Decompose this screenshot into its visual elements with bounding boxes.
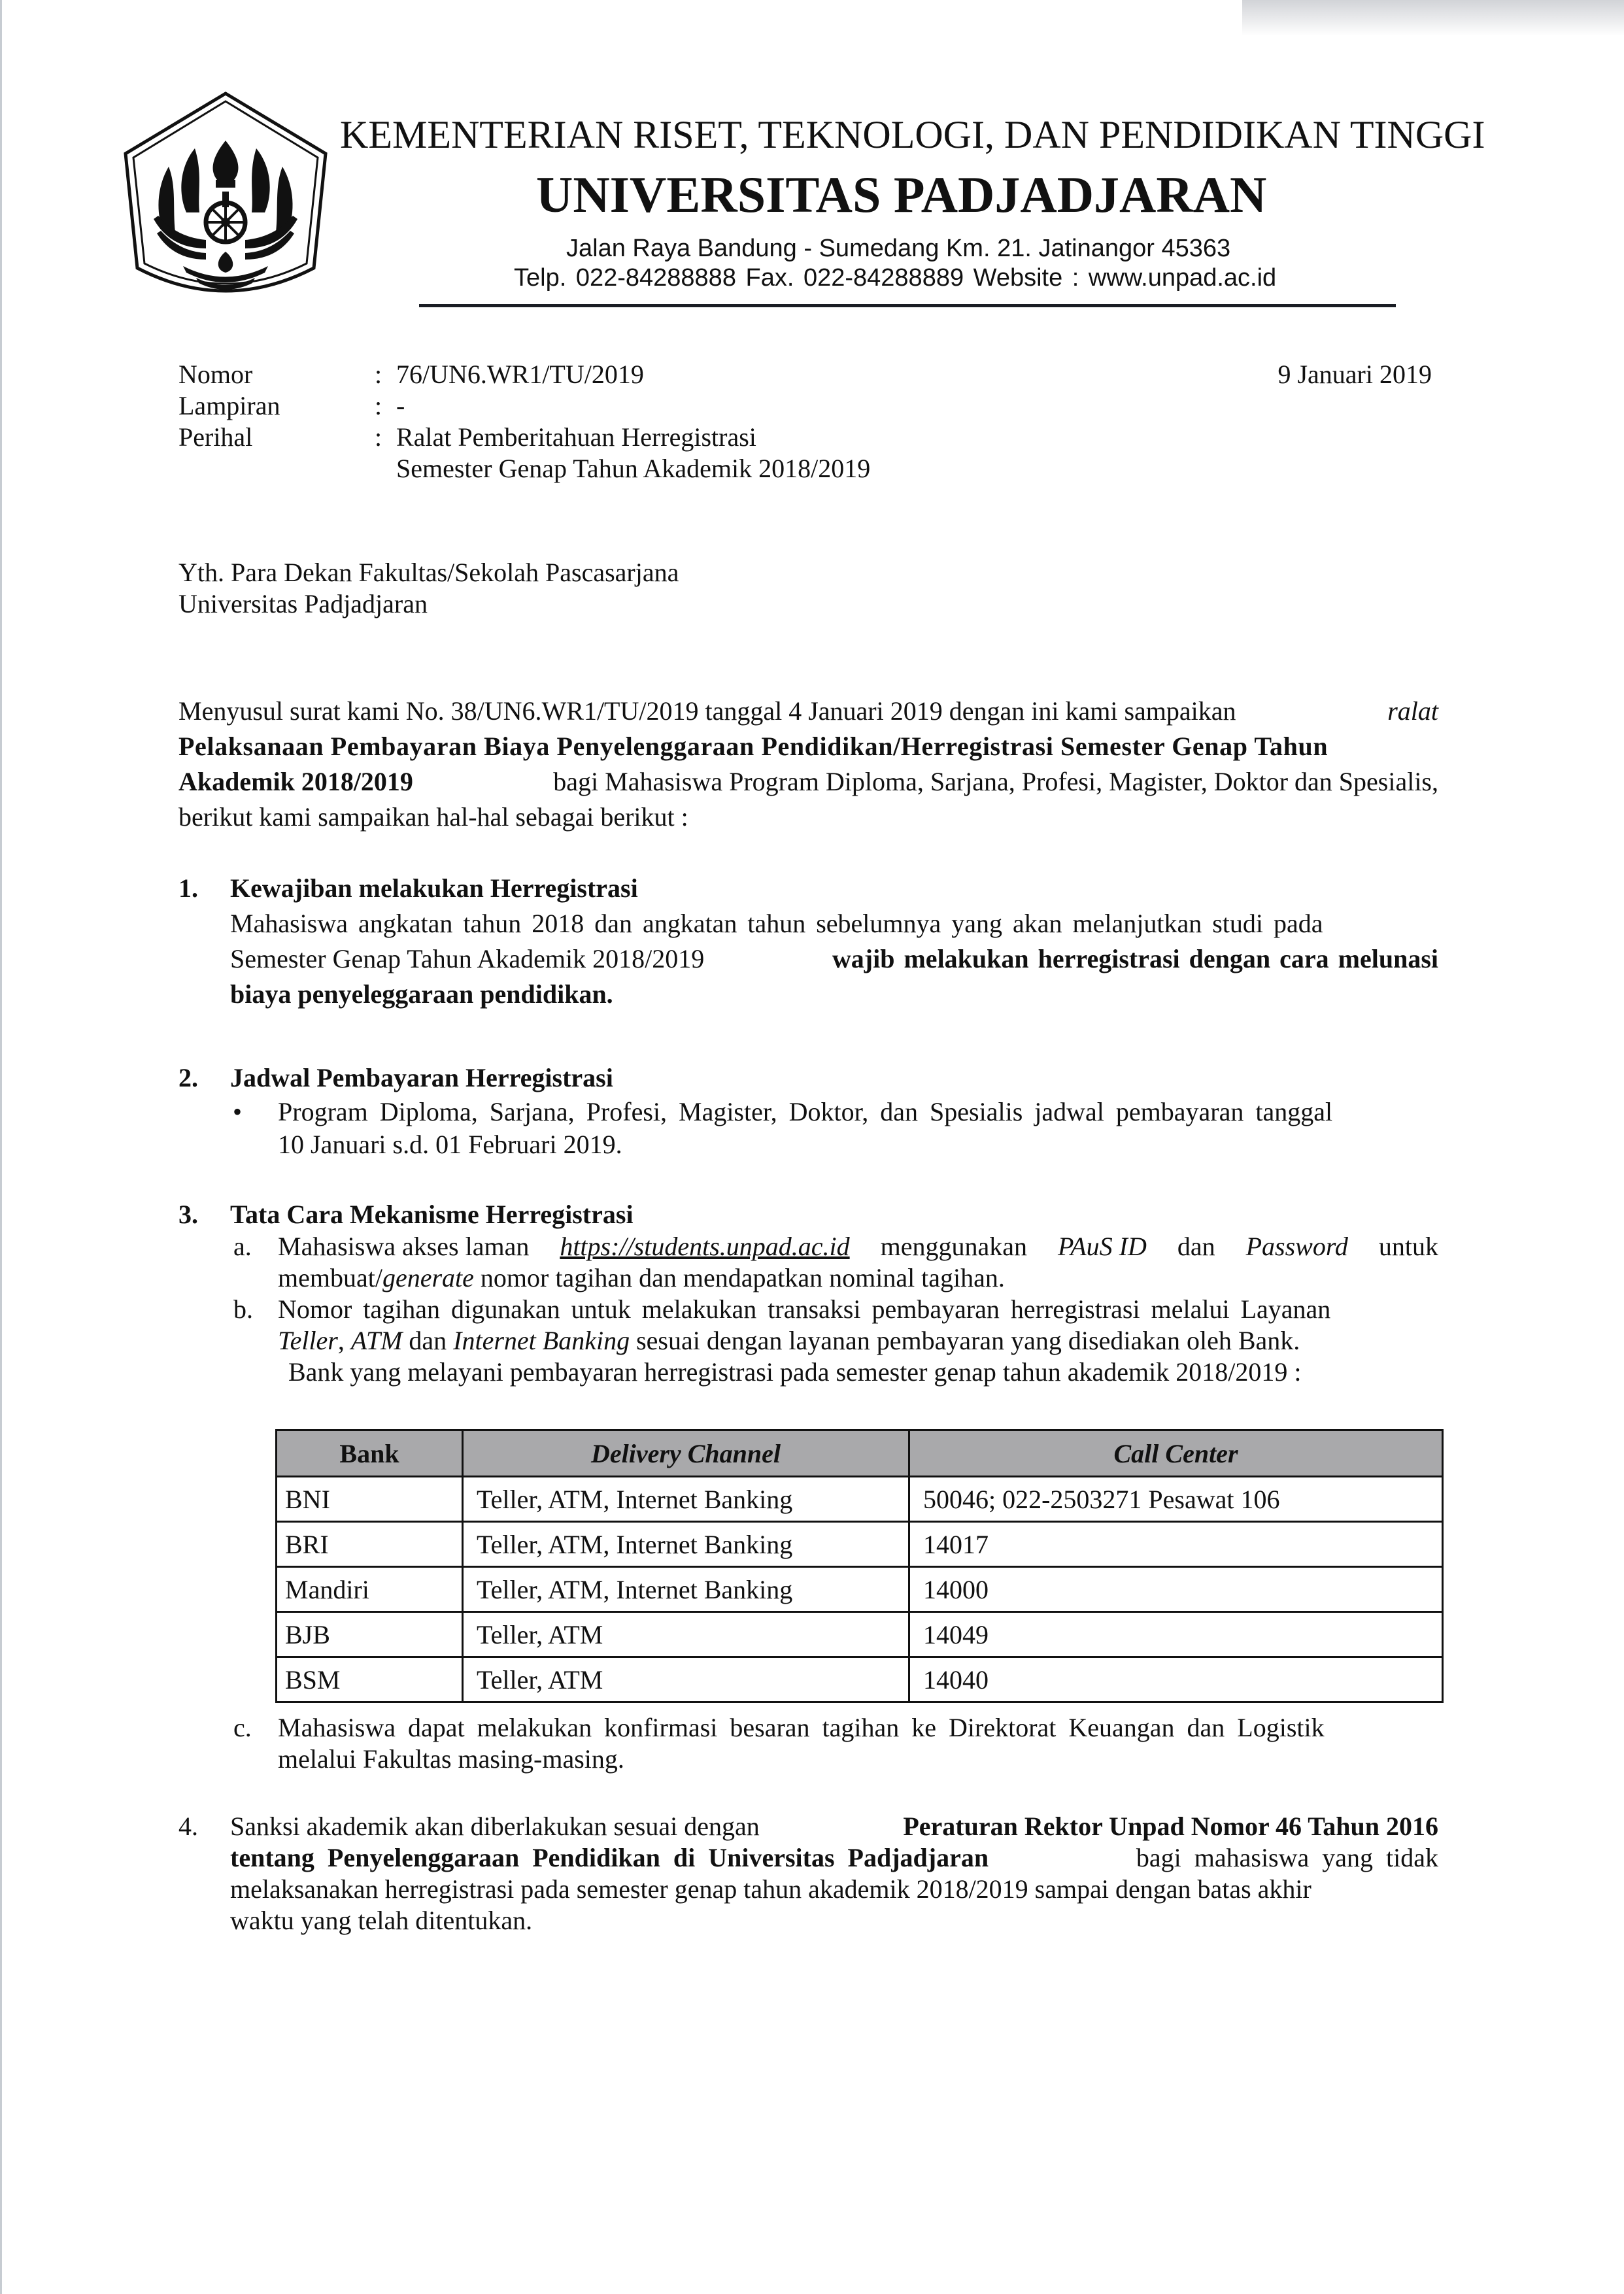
scan-shadow (1242, 0, 1624, 36)
intro-line4: berikut kami sampaikan hal-hal sebagai berikut : (178, 802, 688, 832)
students-portal-link[interactable]: https://students.unpad.ac.id (560, 1232, 850, 1261)
perihal-value-line2: Semester Genap Tahun Akademik 2018/2019 (396, 454, 871, 483)
university-name: UNIVERSITAS PADJADJARAN (536, 166, 1267, 223)
letterhead-divider (419, 304, 1396, 307)
item-a-line2: membuat/generate nomor tagihan dan mendapatkan nominal tagihan. (278, 1263, 1005, 1292)
section4-line4: waktu yang telah ditentukan. (230, 1906, 533, 1935)
cell-channel: Teller, ATM (463, 1657, 909, 1702)
bullet-icon: • (233, 1097, 243, 1126)
item-b-body (278, 1294, 1438, 1388)
scan-edge (0, 0, 2, 2294)
section1-number: 1. (178, 873, 198, 903)
intro-ralat: ralat (1387, 696, 1438, 726)
recipient-line2: Universitas Padjadjaran (178, 589, 428, 618)
item-b-marker: b. (233, 1294, 253, 1324)
section1-heading: Kewajiban melakukan Herregistrasi (230, 873, 638, 903)
regulation-reference: Peraturan Rektor Unpad Nomor 46 Tahun 2016 (903, 1812, 1438, 1841)
section2-body (278, 1096, 1438, 1161)
item-b-line3: Bank yang melayani pembayaran herregistrasi pada semester genap tahun akademik 2018/2019 : (288, 1357, 1302, 1387)
header-bank: Bank (277, 1430, 463, 1477)
item-a-line1: Mahasiswa akses laman https://students.unpad.ac.id menggunakan PAuS ID dan Password untuk (278, 1232, 1438, 1261)
university-contact: Telp. 022-84288888 Fax. 022-84288889 Website : www.unpad.ac.id (514, 264, 1277, 292)
cell-call-center: 14040 (909, 1657, 1443, 1702)
intro-text: bagi Mahasiswa Program Diploma, Sarjana, Profesi, Magister, Doktor dan Spesialis, (553, 767, 1438, 796)
cell-call-center: 14049 (909, 1612, 1443, 1657)
item-c-marker: c. (233, 1713, 252, 1742)
section2-number: 2. (178, 1063, 198, 1092)
intro-line2 (178, 729, 1438, 764)
lampiran-value: - (396, 391, 405, 420)
intro-bold-year: Akademik 2018/2019 (178, 767, 413, 796)
section1-body (230, 906, 1438, 1012)
item-c-line2: melalui Fakultas masing-masing. (278, 1744, 624, 1774)
section2-line2: 10 Januari s.d. 01 Februari 2019. (278, 1130, 622, 1159)
cell-call-center: 50046; 022-2503271 Pesawat 106 (909, 1477, 1443, 1522)
cell-channel: Teller, ATM, Internet Banking (463, 1477, 909, 1522)
university-address: Jalan Raya Bandung - Sumedang Km. 21. Jatinangor 45363 (566, 235, 1231, 262)
section4-line2: tentang Penyelenggaraan Pendidikan di Universitas Padjadjaran bagi mahasiswa yang tidak (230, 1843, 1438, 1872)
section2-heading: Jadwal Pembayaran Herregistrasi (230, 1063, 613, 1092)
item-a-marker: a. (233, 1232, 252, 1261)
cell-bank: BSM (277, 1657, 463, 1702)
intro-paragraph (178, 694, 1438, 835)
table-row (277, 1612, 1443, 1657)
cell-channel: Teller, ATM (463, 1612, 909, 1657)
cell-call-center: 14017 (909, 1522, 1443, 1567)
table-row (277, 1567, 1443, 1612)
item-c-line1: Mahasiswa dapat melakukan konfirmasi besaran tagihan ke Direktorat Keuangan dan Logistik (278, 1713, 1325, 1742)
cell-bank: Mandiri (277, 1567, 463, 1612)
cell-bank: BNI (277, 1477, 463, 1522)
header-call-center: Call Center (909, 1430, 1443, 1477)
item-b-line2: Teller, ATM dan Internet Banking sesuai dengan layanan pembayaran yang disediakan oleh Bank. (278, 1326, 1300, 1355)
table-header-row (277, 1430, 1443, 1477)
perihal-value-line1: Ralat Pemberitahuan Herregistrasi (396, 422, 756, 452)
lampiran-colon: : (375, 391, 382, 420)
intro-text: Menyusul surat kami No. 38/UN6.WR1/TU/2019 tanggal 4 Januari 2019 dengan ini kami sampaikan (178, 696, 1236, 726)
item-a-body (278, 1231, 1438, 1294)
cell-bank: BJB (277, 1612, 463, 1657)
section2-line1: Program Diploma, Sarjana, Profesi, Magister, Doktor, dan Spesialis jadwal pembayaran tanggal (278, 1097, 1333, 1126)
section1-line3: biaya penyeleggaraan pendidikan. (230, 979, 613, 1009)
lampiran-label: Lampiran (178, 391, 280, 420)
cell-bank: BRI (277, 1522, 463, 1567)
table-row (277, 1477, 1443, 1522)
recipient-line1: Yth. Para Dekan Fakultas/Sekolah Pascasarjana (178, 558, 679, 587)
table-row (277, 1657, 1443, 1702)
item-c-body (278, 1712, 1438, 1775)
perihal-colon: : (375, 422, 382, 452)
intro-bold-title: Pelaksanaan Pembayaran Biaya Penyelenggaraan Pendidikan/Herregistrasi Semester Genap Tahun (178, 732, 1328, 761)
perihal-label: Perihal (178, 422, 253, 452)
section4-line3: melaksanakan herregistrasi pada semester genap tahun akademik 2018/2019 sampai dengan batas akhir (230, 1874, 1311, 1904)
table-row (277, 1522, 1443, 1567)
header-delivery-channel: Delivery Channel (463, 1430, 909, 1477)
ministry-name: KEMENTERIAN RISET, TEKNOLOGI, DAN PENDIDIKAN TINGGI (340, 113, 1485, 156)
item-b-line1: Nomor tagihan digunakan untuk melakukan transaksi pembayaran herregistrasi melalui Layanan (278, 1294, 1331, 1324)
section1-line1: Mahasiswa angkatan tahun 2018 dan angkatan tahun sebelumnya yang akan melanjutkan studi pada (230, 909, 1323, 938)
letter-date: 9 Januari 2019 (1277, 360, 1432, 389)
section4-line1: Sanksi akademik akan diberlakukan sesuai dengan Peraturan Rektor Unpad Nomor 46 Tahun 2016 (230, 1812, 1438, 1841)
section1-line2: Semester Genap Tahun Akademik 2018/2019 wajib melakukan herregistrasi dengan cara melunasi (230, 941, 1438, 977)
cell-channel: Teller, ATM, Internet Banking (463, 1567, 909, 1612)
nomor-colon: : (375, 360, 382, 389)
cell-call-center: 14000 (909, 1567, 1443, 1612)
section4-body (230, 1811, 1438, 1936)
cell-channel: Teller, ATM, Internet Banking (463, 1522, 909, 1567)
section3-number: 3. (178, 1200, 198, 1229)
unpad-emblem-icon (118, 88, 333, 307)
section3-heading: Tata Cara Mekanisme Herregistrasi (230, 1200, 634, 1229)
nomor-value: 76/UN6.WR1/TU/2019 (396, 360, 644, 389)
nomor-label: Nomor (178, 360, 253, 389)
section1-bold-obligation: wajib melakukan herregistrasi dengan cara melunasi (832, 944, 1438, 973)
intro-line3 (178, 764, 1438, 800)
bank-table (275, 1429, 1444, 1703)
section4-number: 4. (178, 1812, 198, 1841)
intro-line1 (178, 694, 1438, 729)
